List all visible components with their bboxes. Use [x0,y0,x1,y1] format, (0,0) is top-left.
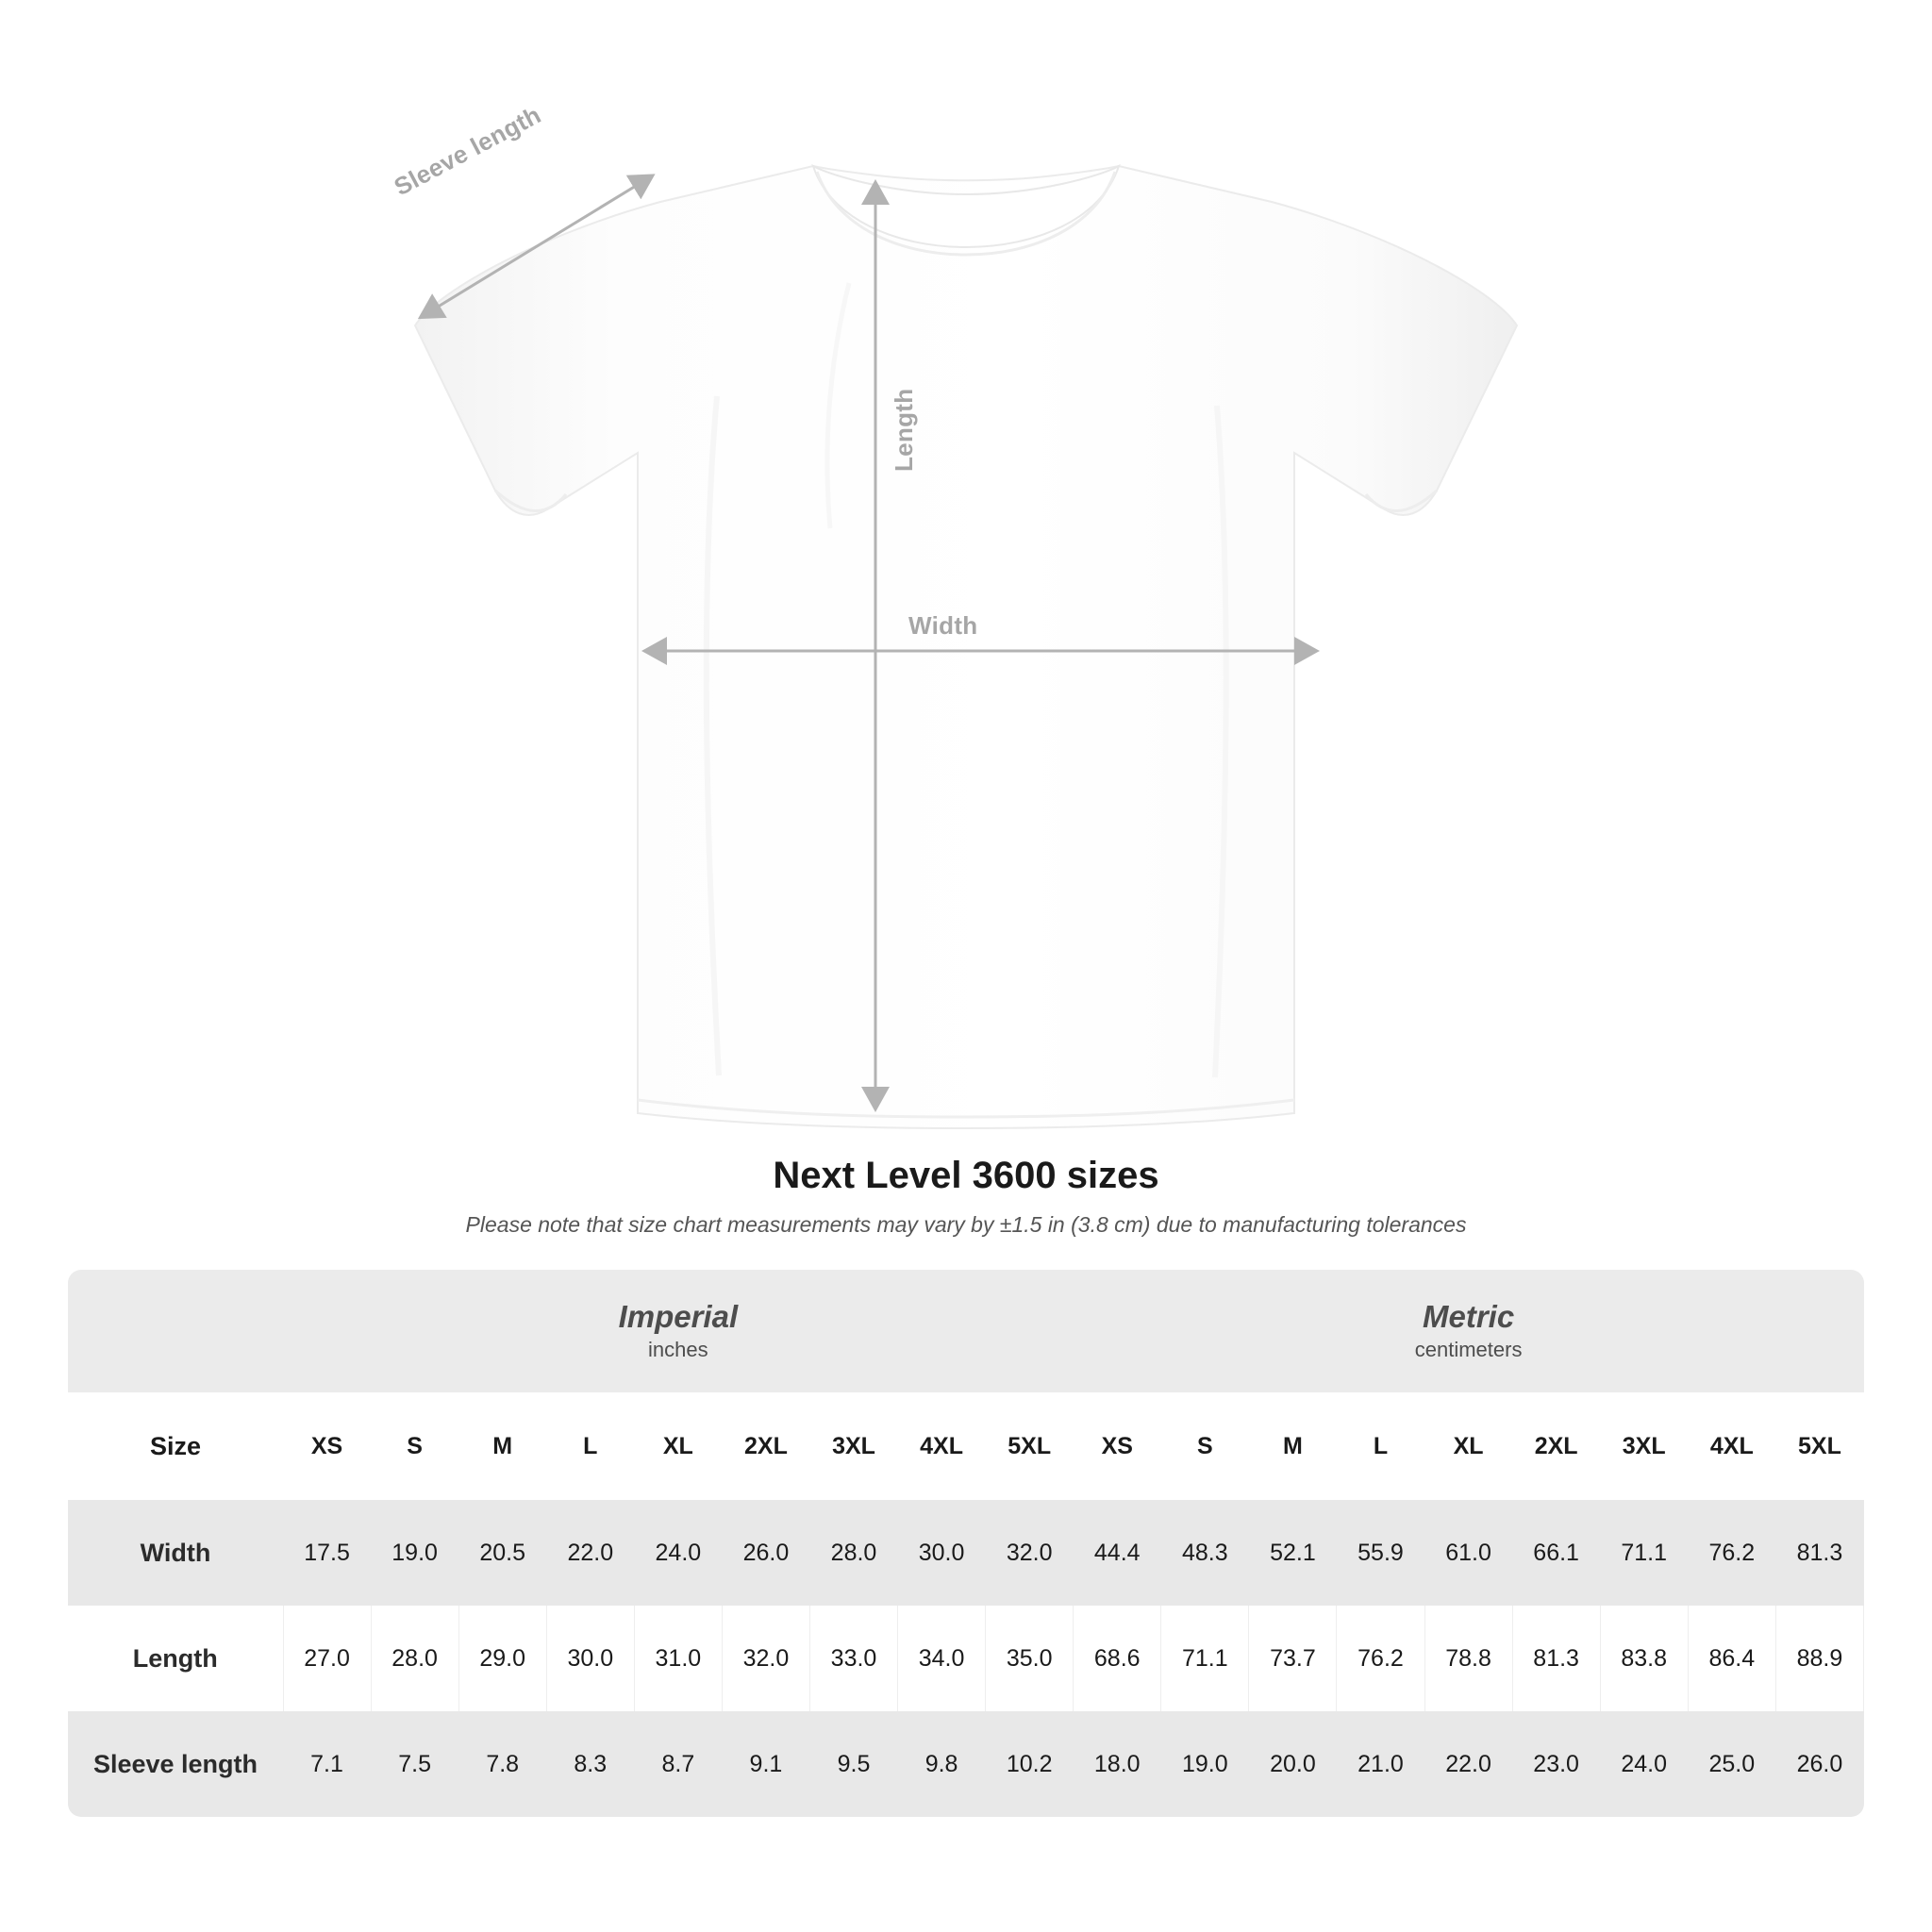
cell: 32.0 [722,1606,809,1711]
size-header-cell: L [546,1392,634,1500]
cell: 27.0 [283,1606,371,1711]
cell: 35.0 [986,1606,1074,1711]
size-chart-table-wrapper [68,1270,1864,1817]
size-header-label: Size [68,1392,283,1500]
cell: 20.0 [1249,1711,1337,1817]
size-header-cell: 2XL [722,1392,809,1500]
size-header-cell: 5XL [1775,1392,1863,1500]
unit-group-imperial [283,1270,1074,1392]
unit-header-spacer [68,1270,283,1392]
cell: 28.0 [371,1606,458,1711]
cell: 61.0 [1424,1500,1512,1606]
size-header-cell: 4XL [898,1392,986,1500]
cell: 8.7 [634,1711,722,1817]
cell: 48.3 [1161,1500,1249,1606]
cell: 26.0 [722,1500,809,1606]
cell: 19.0 [371,1500,458,1606]
chart-header [0,1155,1932,1238]
cell: 33.0 [809,1606,897,1711]
unit-group-imperial-name: Imperial [618,1298,739,1334]
cell: 26.0 [1775,1711,1863,1817]
cell: 76.2 [1688,1500,1775,1606]
cell: 9.5 [809,1711,897,1817]
size-chart-table [68,1270,1864,1817]
cell: 68.6 [1074,1606,1161,1711]
cell: 32.0 [986,1500,1074,1606]
cell: 23.0 [1512,1711,1600,1817]
cell: 24.0 [634,1500,722,1606]
cell: 9.8 [898,1711,986,1817]
cell: 66.1 [1512,1500,1600,1606]
unit-group-metric-sub: centimeters [1414,1338,1523,1362]
cell: 86.4 [1688,1606,1775,1711]
table-row [68,1500,1864,1606]
table-row [68,1606,1864,1711]
cell: 24.0 [1600,1711,1688,1817]
cell: 81.3 [1775,1500,1863,1606]
size-header-cell: 3XL [809,1392,897,1500]
row-label-sleeve-length: Sleeve length [68,1711,283,1817]
size-header-cell: M [1249,1392,1337,1500]
length-label: Length [890,388,918,472]
unit-group-metric [1074,1270,1864,1392]
cell: 22.0 [546,1500,634,1606]
cell: 44.4 [1074,1500,1161,1606]
cell: 88.9 [1775,1606,1863,1711]
size-header-cell: 3XL [1600,1392,1688,1500]
cell: 78.8 [1424,1606,1512,1711]
size-header-cell: M [458,1392,546,1500]
cell: 18.0 [1074,1711,1161,1817]
size-header-cell: XL [634,1392,722,1500]
cell: 17.5 [283,1500,371,1606]
size-header-row [68,1392,1864,1500]
size-header-cell: L [1337,1392,1424,1500]
cell: 52.1 [1249,1500,1337,1606]
cell: 71.1 [1161,1606,1249,1711]
row-label-length: Length [68,1606,283,1711]
cell: 71.1 [1600,1500,1688,1606]
cell: 28.0 [809,1500,897,1606]
size-header-cell: 2XL [1512,1392,1600,1500]
table-row [68,1711,1864,1817]
cell: 7.1 [283,1711,371,1817]
width-label: Width [908,611,978,640]
cell: 83.8 [1600,1606,1688,1711]
tolerance-note: Please note that size chart measurements may vary by ±1.5 in (3.8 cm) due to manufacturing tolerances [465,1212,1467,1237]
cell: 7.5 [371,1711,458,1817]
cell: 29.0 [458,1606,546,1711]
cell: 81.3 [1512,1606,1600,1711]
cell: 7.8 [458,1711,546,1817]
cell: 76.2 [1337,1606,1424,1711]
cell: 8.3 [546,1711,634,1817]
page-title: Next Level 3600 sizes [773,1155,1159,1196]
cell: 9.1 [722,1711,809,1817]
cell: 31.0 [634,1606,722,1711]
cell: 55.9 [1337,1500,1424,1606]
shirt-shape [415,166,1517,1128]
size-header-cell: S [371,1392,458,1500]
cell: 19.0 [1161,1711,1249,1817]
sleeve-length-label: Sleeve length [389,100,546,202]
cell: 73.7 [1249,1606,1337,1711]
size-header-cell: S [1161,1392,1249,1500]
cell: 30.0 [898,1500,986,1606]
cell: 21.0 [1337,1711,1424,1817]
cell: 30.0 [546,1606,634,1711]
size-header-cell: 5XL [986,1392,1074,1500]
cell: 34.0 [898,1606,986,1711]
cell: 22.0 [1424,1711,1512,1817]
cell: 20.5 [458,1500,546,1606]
cell: 10.2 [986,1711,1074,1817]
unit-group-imperial-sub: inches [648,1338,708,1362]
unit-group-metric-name: Metric [1423,1298,1515,1334]
size-header-cell: 4XL [1688,1392,1775,1500]
cell: 25.0 [1688,1711,1775,1817]
row-label-width: Width [68,1500,283,1606]
size-header-cell: XS [283,1392,371,1500]
unit-header-row [68,1270,1864,1392]
size-header-cell: XL [1424,1392,1512,1500]
size-header-cell: XS [1074,1392,1161,1500]
